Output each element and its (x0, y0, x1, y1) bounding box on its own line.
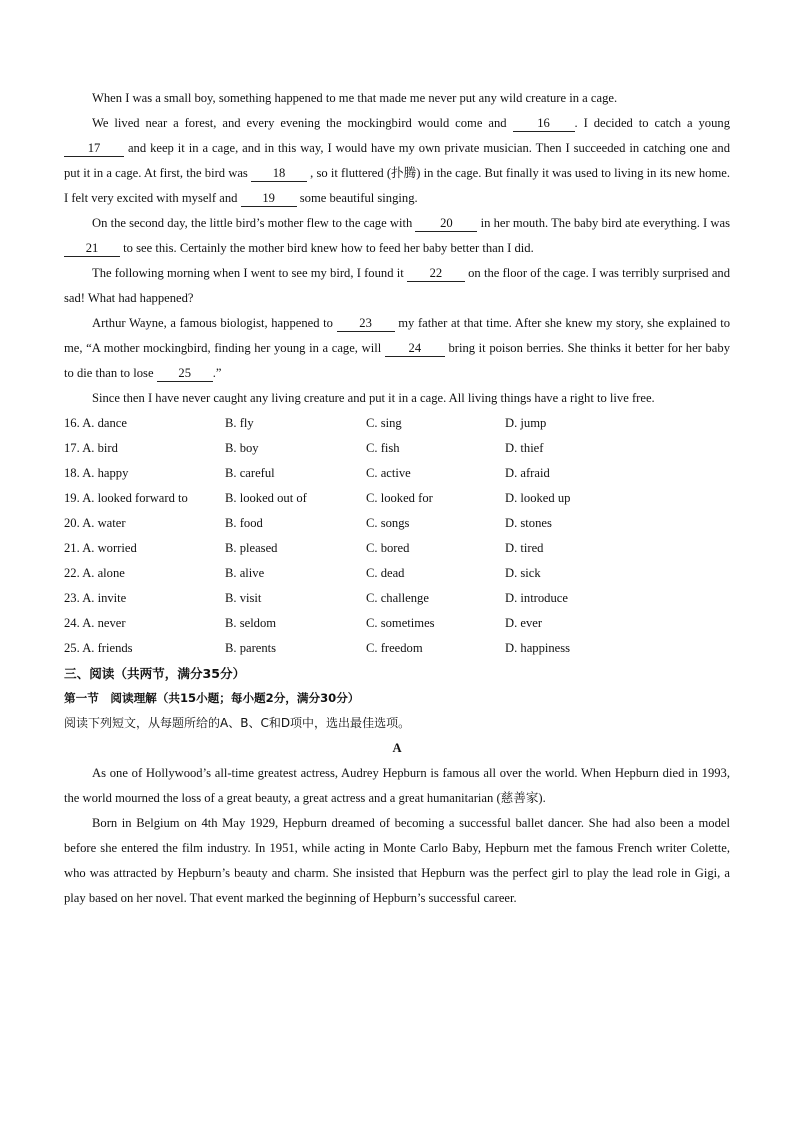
blank-20: 20 (415, 216, 477, 232)
cloze-text: . I decided to catch a young (574, 116, 730, 130)
option-19-a: 19. A. looked forward to (64, 491, 188, 505)
cloze-text: in her mouth. The baby bird ate everything. I was (477, 216, 730, 230)
cloze-text: , so it fluttered (扑腾) in the cage. But finally it was used to living in its new home. I felt very excited with myself and (64, 166, 730, 205)
blank-17: 17 (64, 141, 124, 157)
cloze-text: and keep it in a cage, and in this way, I would have my own private musician. Then I succeeded in catching one and put it in a cage. At first, the bird was (64, 141, 730, 180)
blank-23: 23 (337, 316, 395, 332)
option-25-a: 25. A. friends (64, 641, 133, 655)
option-22-c: C. dead (366, 566, 405, 580)
blank-18: 18 (251, 166, 307, 182)
cloze-text: on the floor of the cage. I was terribly surprised and sad! What had happened? (64, 266, 730, 305)
option-23-c: C. challenge (366, 591, 429, 605)
cloze-text: bring it poison berries. She thinks it better for her baby to die than to lose (64, 341, 730, 380)
cloze-text: We lived near a forest, and every evening the mockingbird would come and (92, 116, 513, 130)
option-16-b: B. fly (225, 416, 254, 430)
option-18-d: D. afraid (505, 466, 550, 480)
cloze-text: my father at that time. After she knew my story, she explained to me, “A mother mockingbird, finding her young in a cage, will (64, 316, 730, 355)
option-22-d: D. sick (505, 566, 541, 580)
option-17-d: D. thief (505, 441, 544, 455)
option-19-c: C. looked for (366, 491, 433, 505)
cloze-paragraph-2 (64, 111, 730, 211)
option-21-b: B. pleased (225, 541, 278, 555)
option-23-d: D. introduce (505, 591, 568, 605)
option-18-a: 18. A. happy (64, 466, 129, 480)
page-content (64, 86, 730, 911)
answer-options (64, 411, 730, 661)
option-19-b: B. looked out of (225, 491, 307, 505)
reading-instruction: 阅读下列短文，从每题所给的A、B、C和D项中，选出最佳选项。 (64, 716, 411, 730)
option-20-c: C. songs (366, 516, 410, 530)
blank-21: 21 (64, 241, 120, 257)
blank-16: 16 (513, 116, 575, 132)
option-18-c: C. active (366, 466, 411, 480)
option-22-a: 22. A. alone (64, 566, 125, 580)
cloze-text: On the second day, the little bird’s mother flew to the cage with (92, 216, 416, 230)
option-18-b: B. careful (225, 466, 275, 480)
question-23-options (64, 586, 730, 611)
cloze-text: some beautiful singing. (296, 191, 418, 205)
cloze-paragraph-5 (64, 311, 730, 386)
blank-22: 22 (407, 266, 465, 282)
option-23-b: B. visit (225, 591, 262, 605)
option-21-c: C. bored (366, 541, 410, 555)
option-16-c: C. sing (366, 416, 402, 430)
question-16-options (64, 411, 730, 436)
cloze-text: .” (212, 366, 222, 380)
cloze-paragraph-1 (64, 86, 730, 111)
option-21-d: D. tired (505, 541, 544, 555)
question-17-options (64, 436, 730, 461)
option-24-a: 24. A. never (64, 616, 126, 630)
cloze-text: When I was a small boy, something happened to me that made me never put any wild creature in a cage. (92, 91, 618, 105)
question-21-options (64, 536, 730, 561)
question-24-options (64, 611, 730, 636)
question-20-options (64, 511, 730, 536)
cloze-paragraph-6 (64, 386, 730, 411)
option-16-d: D. jump (505, 416, 547, 430)
option-24-c: C. sometimes (366, 616, 435, 630)
blank-24: 24 (385, 341, 445, 357)
cloze-text: to see this. Certainly the mother bird knew how to feed her baby better than I did. (120, 241, 534, 255)
question-19-options (64, 486, 730, 511)
option-24-d: D. ever (505, 616, 543, 630)
reading-paragraph-1: As one of Hollywood’s all-time greatest actress, Audrey Hepburn is famous all over the world. When Hepburn died in 1993, the world mourned the loss of a great beauty, a great actress and a great humanitarian (慈善家). (64, 766, 730, 805)
reading-paragraph-2: Born in Belgium on 4th May 1929, Hepburn dreamed of becoming a successful ballet dancer. She had also been a model before she entered the film industry. In 1951, while acting in Monte Carlo Baby, Hepburn met the famous French writer Colette, who was attracted by Hepburn’s beauty and charm. She insisted that Hepburn was the perfect girl to play the lead role in Gigi, a play based on her novel. That event marked the beginning of Hepburn’s successful career. (64, 816, 730, 905)
option-16-a: 16. A. dance (64, 416, 127, 430)
blank-19: 19 (241, 191, 297, 207)
question-25-options (64, 636, 730, 661)
option-20-b: B. food (225, 516, 263, 530)
section-3-title: 三、阅读（共两节，满分35分） (64, 666, 246, 681)
option-19-d: D. looked up (505, 491, 571, 505)
cloze-paragraph-4 (64, 261, 730, 311)
cloze-paragraph-3 (64, 211, 730, 261)
option-25-b: B. parents (225, 641, 277, 655)
cloze-text: The following morning when I went to see my bird, I found it (92, 266, 407, 280)
section-3-subtitle: 第一节 阅读理解（共15小题；每小题2分，满分30分） (64, 691, 360, 705)
cloze-text: Arthur Wayne, a famous biologist, happened to (92, 316, 337, 330)
option-25-c: C. freedom (366, 641, 423, 655)
question-18-options (64, 461, 730, 486)
question-22-options (64, 561, 730, 586)
option-17-b: B. boy (225, 441, 259, 455)
option-20-a: 20. A. water (64, 516, 126, 530)
option-24-b: B. seldom (225, 616, 277, 630)
option-17-c: C. fish (366, 441, 400, 455)
option-20-d: D. stones (505, 516, 552, 530)
option-21-a: 21. A. worried (64, 541, 137, 555)
option-17-a: 17. A. bird (64, 441, 118, 455)
cloze-text: Since then I have never caught any living creature and put it in a cage. All living things have a right to live free. (92, 391, 655, 405)
blank-25: 25 (157, 366, 213, 382)
option-23-a: 23. A. invite (64, 591, 127, 605)
option-22-b: B. alive (225, 566, 265, 580)
option-25-d: D. happiness (505, 641, 571, 655)
passage-letter: A (392, 741, 402, 755)
